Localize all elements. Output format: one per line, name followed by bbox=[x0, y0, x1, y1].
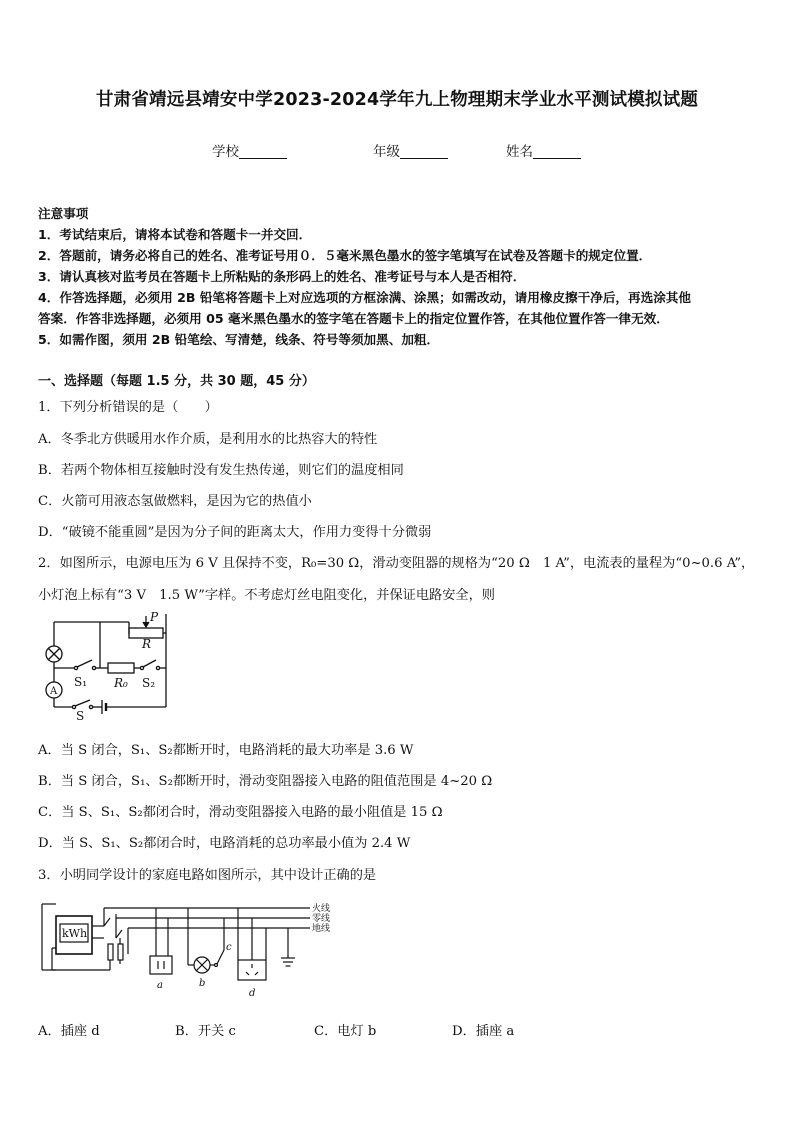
q2-option-a: A．当 S 闭合，S₁、S₂都断开时，电路消耗的最大功率是 3.6 W bbox=[38, 743, 414, 758]
q3-option-d: D．插座 a bbox=[452, 1024, 515, 1039]
name-label: 姓名 bbox=[506, 144, 533, 160]
label-b: b bbox=[199, 978, 206, 989]
label-r: R bbox=[142, 637, 152, 651]
resistor-r0 bbox=[108, 663, 134, 673]
label-r0: R₀ bbox=[114, 676, 128, 690]
label-p: P bbox=[150, 612, 159, 624]
q1-option-b: B．若两个物体相互接触时没有发生热传递，则它们的温度相同 bbox=[38, 463, 404, 478]
label-s1: S₁ bbox=[74, 675, 88, 689]
label-a: a bbox=[157, 980, 163, 991]
q2-option-b: B．当 S 闭合，S₁、S₂都断开时，滑动变阻器接入电路的阻值范围是 4~20 Ω bbox=[38, 774, 493, 789]
q1-stem: 1．下列分析错误的是（ ） bbox=[38, 400, 218, 415]
label-s2: S₂ bbox=[142, 676, 156, 690]
q2-stem-line1: 2．如图所示，电源电压为 6 V 且保持不变，R₀=30 Ω，滑动变阻器的规格为“20 Ω 1 A”，电流表的量程为“0~0.6 A”， bbox=[38, 556, 755, 571]
q2-option-c: C．当 S、S₁、S₂都闭合时，滑动变阻器接入电路的最小阻值是 15 Ω bbox=[38, 805, 443, 820]
label-ammeter: A bbox=[50, 686, 58, 697]
grade-label: 年级 bbox=[373, 144, 400, 160]
label-ground: 地线 bbox=[312, 924, 331, 934]
q1-option-a: A．冬季北方供暖用水作介质，是利用水的比热容大的特性 bbox=[38, 432, 378, 447]
label-kwh: kWh bbox=[62, 927, 88, 940]
name-blank bbox=[533, 144, 581, 159]
q3-option-b: B．开关 c bbox=[175, 1024, 236, 1039]
section-heading: 一、选择题（每题 1.5 分，共 30 题，45 分） bbox=[38, 374, 315, 389]
label-c: c bbox=[226, 942, 232, 953]
label-neutral: 零线 bbox=[312, 914, 331, 924]
name-field bbox=[506, 140, 581, 160]
page-title: 甘肃省靖远县靖安中学2023-2024学年九上物理期末学业水平测试模拟试题 bbox=[95, 90, 699, 110]
socket-a bbox=[150, 956, 172, 974]
notice-heading: 注意事项 bbox=[38, 206, 89, 221]
school-field bbox=[212, 140, 287, 160]
label-d: d bbox=[249, 988, 256, 999]
notice-item: 3．请认真核对监考员在答题卡上所粘贴的条形码上的姓名、准考证号与本人是否相符． bbox=[38, 269, 526, 284]
q1-option-d: D．“破镜不能重圆”是因为分子间的距离太大，作用力变得十分微弱 bbox=[38, 525, 432, 540]
q3-option-a: A．插座 d bbox=[38, 1024, 100, 1039]
label-live: 火线 bbox=[312, 904, 331, 914]
switch-c bbox=[217, 950, 224, 964]
notice-item: 4．作答选择题，必须用 2B 铅笔将答题卡上对应选项的方框涂满、涂黑；如需改动，请用橡皮擦干净后，再选涂其他 bbox=[38, 290, 691, 305]
school-blank bbox=[239, 144, 287, 159]
q3-stem: 3．小明同学设计的家庭电路如图所示，其中设计正确的是 bbox=[38, 868, 377, 883]
notice-item: 答案．作答非选择题，必须用 05 毫米黑色墨水的签字笔在答题卡上的指定位置作答，在其他位置作答一律无效． bbox=[38, 311, 669, 326]
socket-d bbox=[238, 960, 266, 980]
notice-item: 1．考试结束后，请将本试卷和答题卡一并交回． bbox=[38, 227, 312, 242]
household-circuit-diagram bbox=[38, 898, 344, 1002]
q1-option-c: C．火箭可用液态氢做燃料，是因为它的热值小 bbox=[38, 494, 312, 509]
q2-stem-line2: 小灯泡上标有“3 V 1.5 W”字样。不考虑灯丝电阻变化，并保证电路安全，则 bbox=[38, 588, 495, 603]
notice-item: 2．答题前，请务必将自己的姓名、准考证号用０．５毫米黑色墨水的签字笔填写在试卷及答题卡的规定位置． bbox=[38, 248, 652, 263]
grade-field bbox=[373, 140, 448, 160]
circuit-diagram bbox=[38, 612, 174, 720]
grade-blank bbox=[400, 144, 448, 159]
school-label: 学校 bbox=[212, 144, 239, 160]
notice-item: 5．如需作图，须用 2B 铅笔绘、写清楚，线条、符号等须加黑、加粗． bbox=[38, 332, 440, 347]
q2-option-d: D．当 S、S₁、S₂都闭合时，电路消耗的总功率最小值为 2.4 W bbox=[38, 836, 411, 851]
label-s: S bbox=[76, 709, 85, 720]
q3-option-c: C．电灯 b bbox=[314, 1024, 377, 1039]
